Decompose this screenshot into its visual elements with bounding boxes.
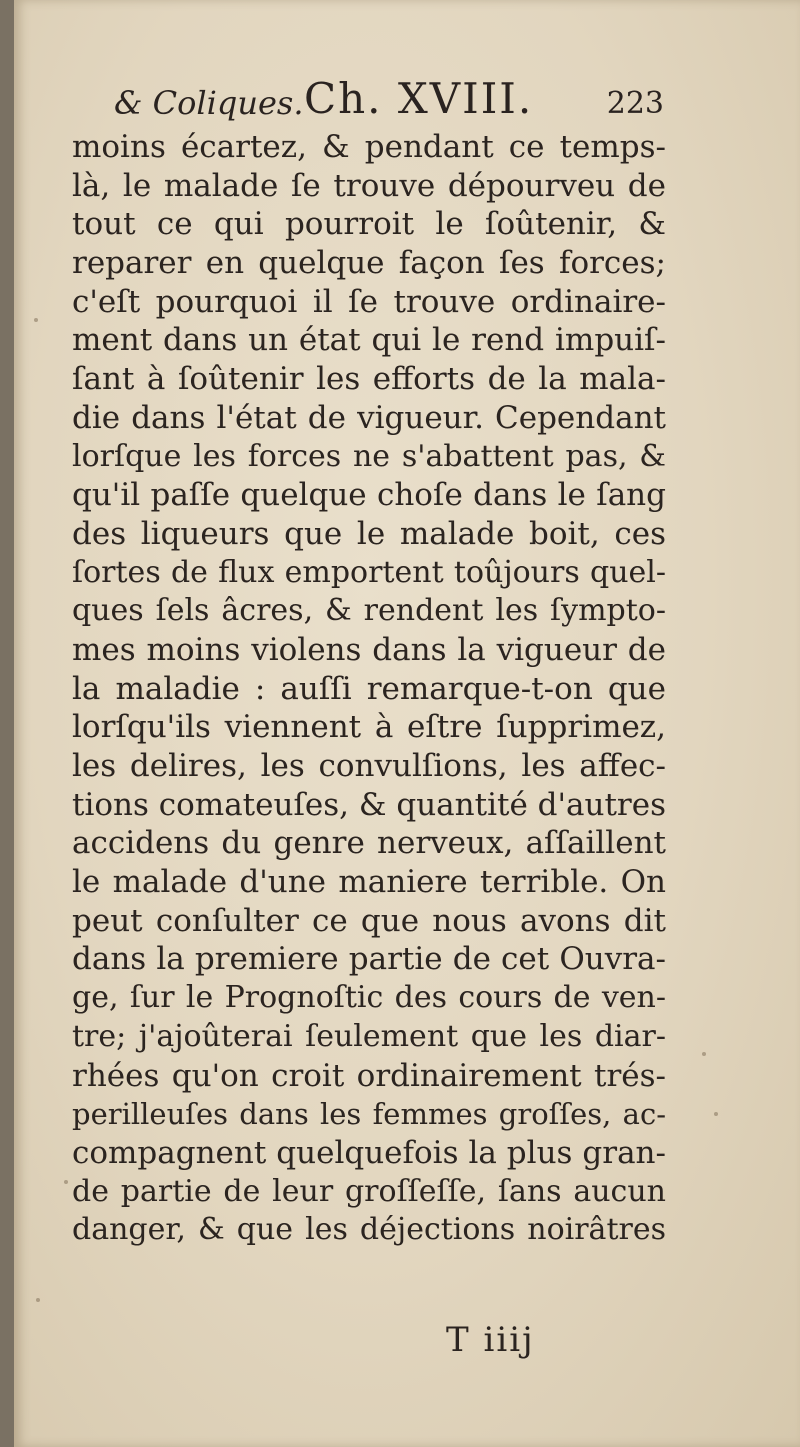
text-line: ſant à ſoûtenir les efforts de la mala- xyxy=(72,361,666,398)
text-line: tions comateuſes, & quantité d'autres xyxy=(72,786,666,823)
text-line: c'eſt pourquoi il ſe trouve ordinaire- xyxy=(72,283,666,320)
page-header xyxy=(114,70,674,134)
text-line: des liqueurs que le malade boit, ces xyxy=(72,515,666,552)
book-page xyxy=(14,0,800,1447)
chapter-heading: Ch. XVIII. xyxy=(304,74,534,123)
running-title: & Coliques. xyxy=(114,84,304,122)
text-line: là, le malade ſe trouve dépourveu de xyxy=(72,167,666,204)
text-line: ſortes de flux emportent toûjours quel- xyxy=(72,554,666,590)
text-line: les delires, les convulſions, les affec- xyxy=(72,748,666,784)
ink-speck xyxy=(34,318,38,322)
text-line: reparer en quelque façon ſes forces; xyxy=(72,245,666,282)
body-text xyxy=(72,128,666,1250)
text-line: tout ce qui pourroit le ſoûtenir, & xyxy=(72,206,666,243)
text-line: peut conſulter ce que nous avons dit xyxy=(72,902,666,939)
text-line: tre; j'ajoûterai ſeulement que les diar- xyxy=(72,1018,666,1054)
text-line: dans la premiere partie de cet Ouvra- xyxy=(72,941,666,978)
text-line: danger, & que les déjections noirâtres xyxy=(72,1212,666,1248)
text-line: mes moins violens dans la vigueur de xyxy=(72,631,666,668)
text-line: qu'il paſſe quelque choſe dans le ſang xyxy=(72,477,666,514)
text-line: lorſqu'ils viennent à eſtre ſupprimez, xyxy=(72,709,666,746)
text-line: lorſque les forces ne s'abattent pas, & xyxy=(72,438,666,474)
text-line: ques ſels âcres, & rendent les ſympto- xyxy=(72,593,666,629)
text-line: de partie de leur groſſeſſe, ſans aucun xyxy=(72,1173,666,1209)
text-line: ge, ſur le Prognoſtic des cours de ven- xyxy=(72,980,666,1016)
text-line: la maladie : auſſi remarque-t-on que xyxy=(72,670,666,707)
text-line: ment dans un état qui le rend impuiſ- xyxy=(72,322,666,359)
text-line: accidens du genre nerveux, aſſaillent xyxy=(72,825,666,862)
text-line: le malade d'une maniere terrible. On xyxy=(72,864,666,901)
ink-speck xyxy=(702,1052,706,1056)
ink-speck xyxy=(714,1112,718,1116)
signature-mark: T iiij xyxy=(446,1320,535,1360)
text-line: die dans l'état de vigueur. Cependant xyxy=(72,399,666,436)
ink-speck xyxy=(36,1298,40,1302)
text-line: rhées qu'on croit ordinairement trés- xyxy=(72,1057,666,1094)
text-line: perilleuſes dans les femmes groſſes, ac- xyxy=(72,1097,666,1132)
text-line: compagnent quelquefois la plus gran- xyxy=(72,1134,666,1171)
ink-speck xyxy=(64,1180,68,1184)
text-line: moins écartez, & pendant ce temps- xyxy=(72,129,666,165)
page-number: 223 xyxy=(606,86,664,121)
